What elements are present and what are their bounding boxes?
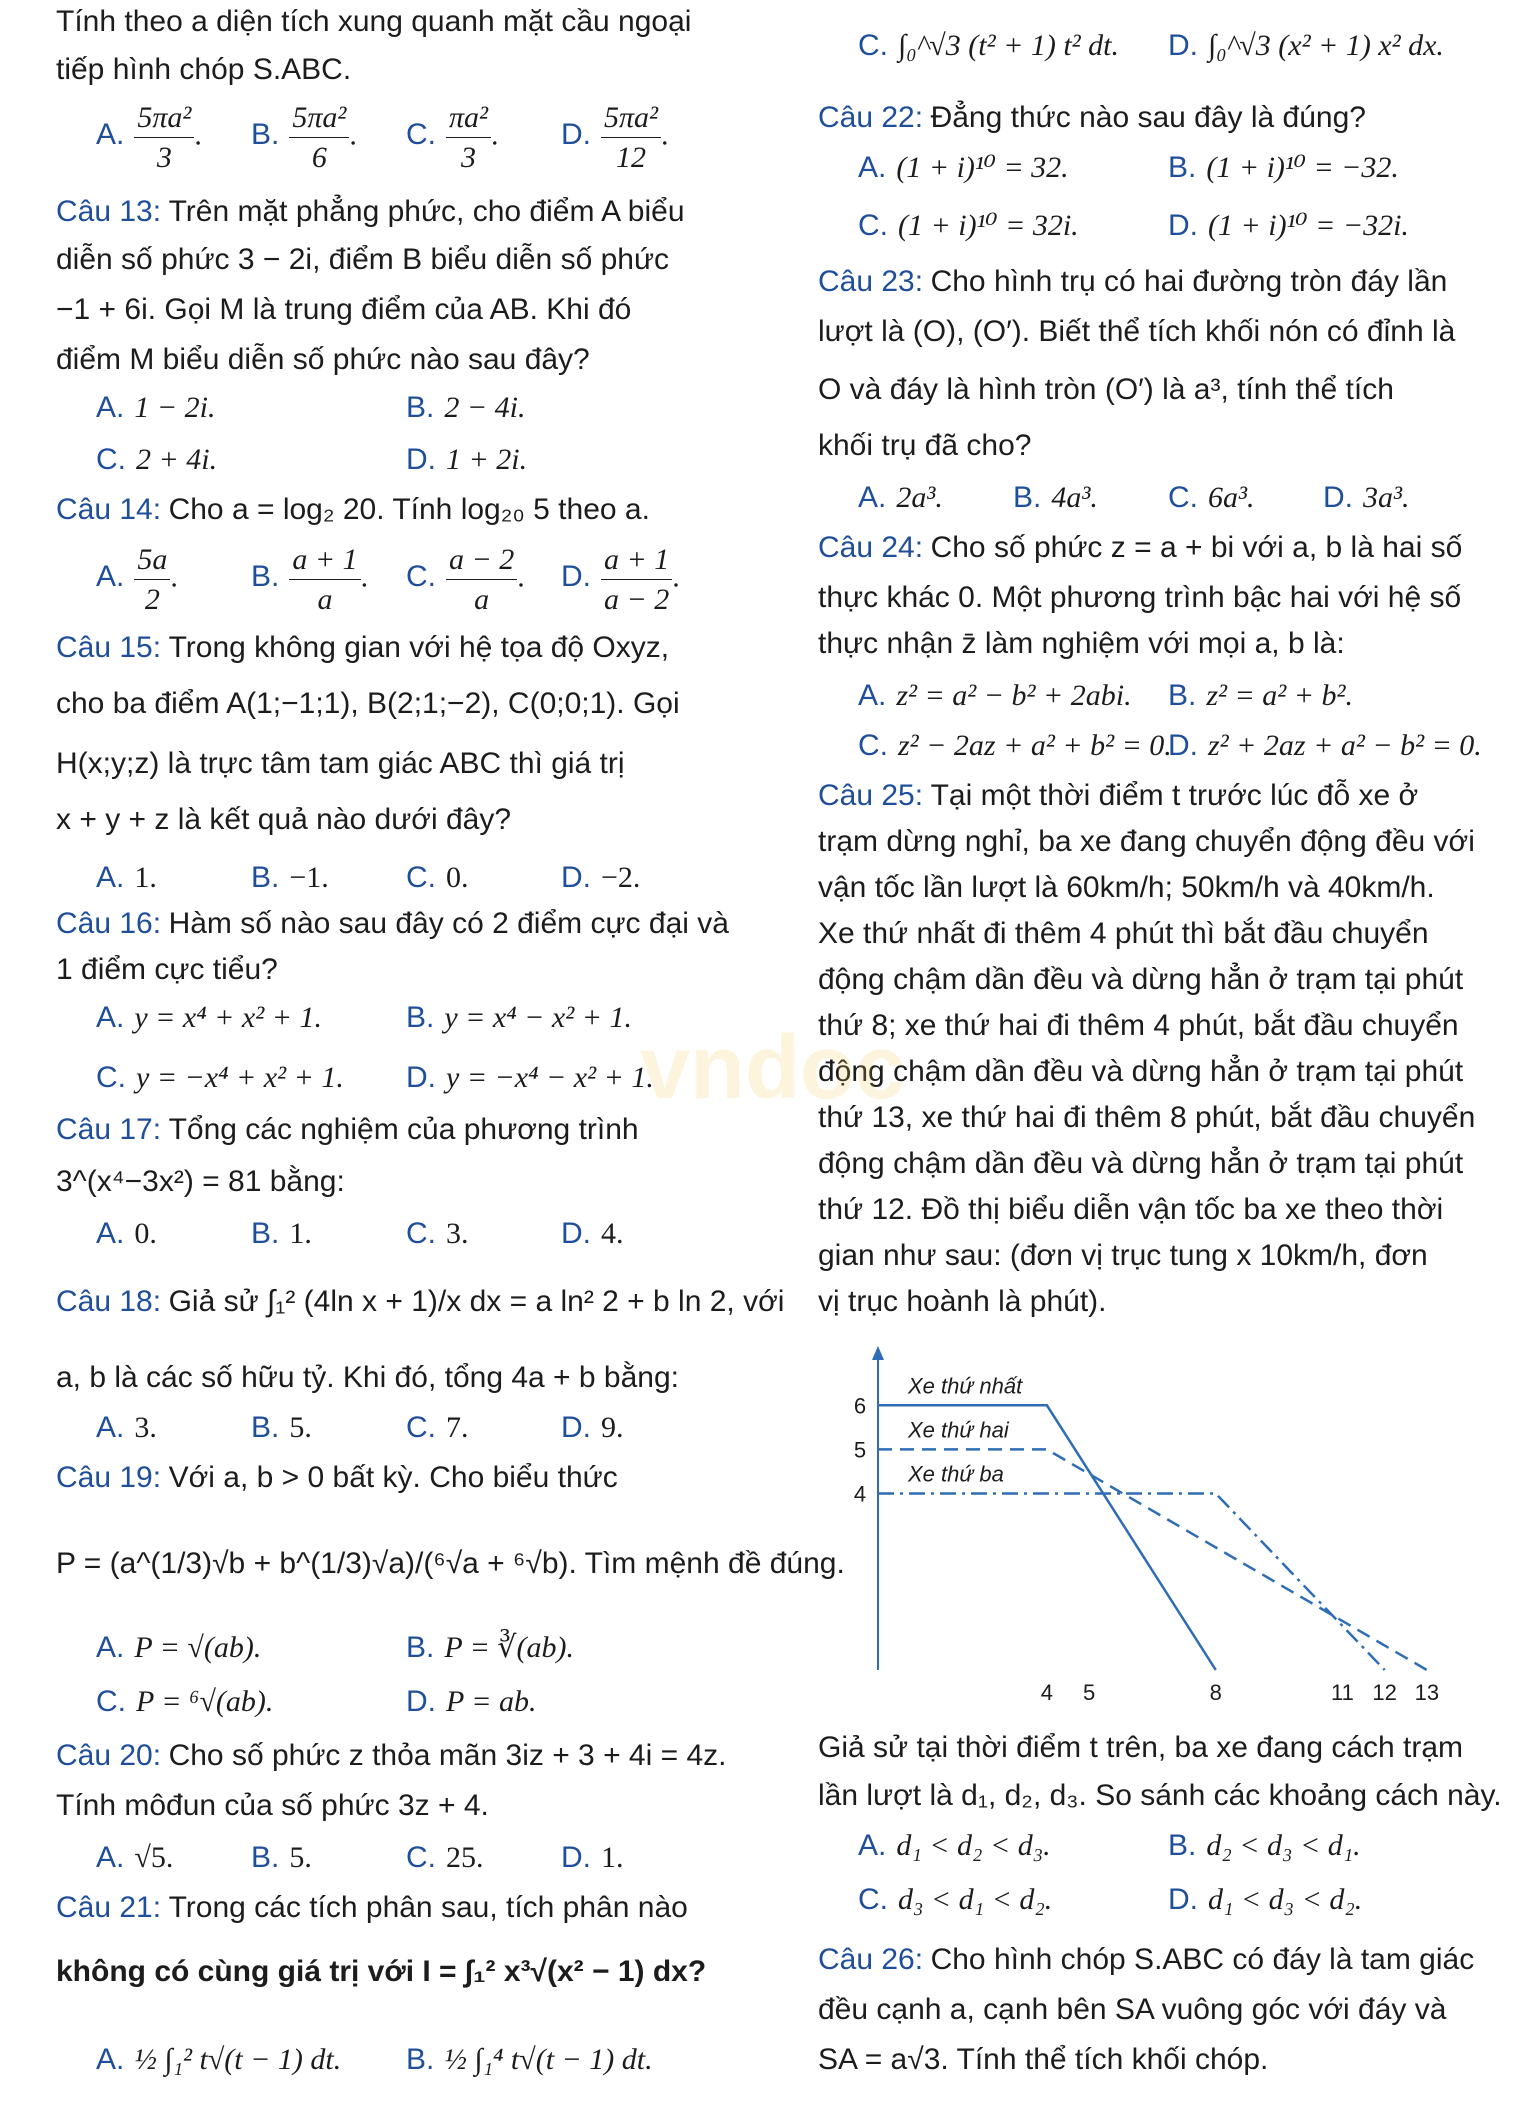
q13-line-2: diễn số phức 3 − 2i, điểm B biểu diễn số phức — [56, 243, 670, 276]
q16-heading: Câu 16: — [56, 907, 162, 940]
q19-option-b[interactable]: B. P = ∛(ab). — [406, 1631, 574, 1664]
q25-line-4: Xe thứ nhất đi thêm 4 phút thì bắt đầu chuyển — [818, 917, 1429, 950]
q25-option-a[interactable]: A. d₁ < d₂ < d₃. — [858, 1829, 1051, 1862]
q26-line-2: đều cạnh a, cạnh bên SA vuông góc với đáy và — [818, 1993, 1447, 2026]
y-tick-label: 5 — [853, 1437, 867, 1463]
q25-line-6: thứ 8; xe thứ hai đi thêm 4 phút, bắt đầu chuyển — [818, 1009, 1459, 1042]
q17-option-b[interactable]: B. 1. — [251, 1217, 312, 1250]
q15-option-b[interactable]: B. −1. — [251, 861, 329, 894]
q23-heading: Câu 23: — [818, 265, 924, 298]
q19-line-2: P = (a^(1/3)√b + b^(1/3)√a)/(⁶√a + ⁶√b). Tìm mệnh đề đúng. — [56, 1547, 845, 1580]
q13-option-a[interactable]: A. 1 − 2i. — [96, 391, 216, 424]
q23-line-3: O và đáy là hình tròn (O′) là a³, tính thể tích — [818, 373, 1394, 406]
q25-line-10: thứ 12. Đồ thị biểu diễn vận tốc ba xe theo thời — [818, 1193, 1444, 1226]
q25-line-2: trạm dừng nghỉ, ba xe đang chuyển động đều với — [818, 825, 1475, 858]
q25-line-3: vận tốc lần lượt là 60km/h; 50km/h và 40km/h. — [818, 871, 1435, 904]
q12-option-a[interactable]: A. $\frac{\text{5πa²}}{3}$ . — [96, 98, 202, 177]
q14-heading: Câu 14: — [56, 493, 162, 526]
q25-option-b[interactable]: B. d₂ < d₃ < d₁. — [1168, 1829, 1361, 1862]
q19-option-c[interactable]: C. P = ⁶√(ab). — [96, 1685, 274, 1718]
q22-option-a[interactable]: A. (1 + i)¹⁰ = 32. — [858, 151, 1069, 184]
velocity-chart — [838, 1340, 1478, 1720]
q12-option-b[interactable]: B. $\frac{\text{5πa²}}{6}$ . — [251, 98, 357, 177]
series-label-3: Xe thứ ba — [908, 1461, 1004, 1487]
q25-line-9: động chậm dần đều và dừng hẳn ở trạm tại phút — [818, 1147, 1464, 1180]
watermark-logo: vndoc — [640, 1018, 906, 1118]
q25-line-12: vị trục hoành là phút). — [818, 1285, 1107, 1318]
q20-line-2: Tính môđun của số phức 3z + 4. — [56, 1789, 489, 1822]
q24-heading: Câu 24: — [818, 531, 924, 564]
q17-option-d[interactable]: D. 4. — [561, 1217, 624, 1250]
q18-option-b[interactable]: B. 5. — [251, 1411, 312, 1444]
q24-line-1: Câu 24: Cho số phức z = a + bi với a, b là hai số — [818, 531, 1463, 564]
q20-line-1: Câu 20: Cho số phức z thỏa mãn 3iz + 3 + 4i = 4z. — [56, 1739, 727, 1772]
q14-option-c[interactable]: C. $\frac{a - 2}{a}$ . — [406, 540, 525, 619]
q12-option-c[interactable]: C. $\frac{\text{πa²}}{3}$ . — [406, 98, 499, 177]
series-label-1: Xe thứ nhất — [908, 1373, 1023, 1399]
q13-option-d[interactable]: D. 1 + 2i. — [406, 443, 528, 476]
q23-option-d[interactable]: D. 3a³. — [1323, 481, 1410, 514]
series-label-2: Xe thứ hai — [908, 1417, 1009, 1443]
q22-option-d[interactable]: D. (1 + i)¹⁰ = −32i. — [1168, 209, 1409, 242]
q25-after-line-1: Giả sử tại thời điểm t trên, ba xe đang cách trạm — [818, 1731, 1464, 1764]
q18-line-2: a, b là các số hữu tỷ. Khi đó, tổng 4a + b bằng: — [56, 1361, 679, 1394]
q24-option-b[interactable]: B. z² = a² + b². — [1168, 679, 1354, 712]
y-axis-arrow — [872, 1346, 884, 1360]
q23-option-a[interactable]: A. 2a³. — [858, 481, 943, 514]
q12-option-d[interactable]: D. $\frac{\text{5πa²}}{12}$ . — [561, 98, 669, 177]
x-tick-label: 11 — [1331, 1680, 1354, 1705]
q19-option-a[interactable]: A. P = √(ab). — [96, 1631, 262, 1664]
series-line-3 — [878, 1494, 1385, 1670]
q21-option-a[interactable]: A. ½ ∫₁² t√(t − 1) dt. — [96, 2043, 342, 2076]
q21-heading: Câu 21: — [56, 1891, 162, 1924]
q13-line-3: −1 + 6i. Gọi M là trung điểm của AB. Khi đó — [56, 293, 632, 326]
q16-line-2: 1 điểm cực tiểu? — [56, 953, 278, 986]
q14-option-d[interactable]: D. $\frac{a + 1}{a - 2}$ . — [561, 540, 680, 619]
q25-line-1: Câu 25: Tại một thời điểm t trước lúc đỗ xe ở — [818, 779, 1419, 812]
q24-option-c[interactable]: C. z² − 2az + a² + b² = 0. — [858, 729, 1172, 762]
y-tick-label: 6 — [853, 1393, 867, 1419]
q24-option-d[interactable]: D. z² + 2az + a² − b² = 0. — [1168, 729, 1482, 762]
q26-line-1: Câu 26: Cho hình chóp S.ABC có đáy là tam giác — [818, 1943, 1475, 1976]
q24-option-a[interactable]: A. z² = a² − b² + 2abi. — [858, 679, 1132, 712]
q20-option-b[interactable]: B. 5. — [251, 1841, 312, 1874]
q14-option-b[interactable]: B. $\frac{a + 1}{a}$ . — [251, 540, 368, 619]
x-tick-label: 5 — [1082, 1680, 1096, 1705]
q16-line-1: Câu 16: Hàm số nào sau đây có 2 điểm cực đại và — [56, 907, 729, 940]
q18-option-d[interactable]: D. 9. — [561, 1411, 624, 1444]
q18-heading: Câu 18: — [56, 1285, 162, 1318]
q18-option-c[interactable]: C. 7. — [406, 1411, 469, 1444]
q15-line-2: cho ba điểm A(1;−1;1), B(2;1;−2), C(0;0;1). Gọi — [56, 687, 680, 720]
q16-option-a[interactable]: A. y = x⁴ + x² + 1. — [96, 1001, 322, 1034]
q22-line-1: Câu 22: Đẳng thức nào sau đây là đúng? — [818, 101, 1366, 134]
q14-line-1: Câu 14: Cho a = log₂ 20. Tính log₂₀ 5 theo a. — [56, 493, 650, 526]
q21-line-1: Câu 21: Trong các tích phân sau, tích phân nào — [56, 1891, 688, 1924]
q22-heading: Câu 22: — [818, 101, 924, 134]
q22-option-b[interactable]: B. (1 + i)¹⁰ = −32. — [1168, 151, 1399, 184]
q23-line-2: lượt là (O), (O′). Biết thể tích khối nón có đỉnh là — [818, 315, 1456, 348]
q21-option-b[interactable]: B. ½ ∫₁⁴ t√(t − 1) dt. — [406, 2043, 653, 2076]
q17-line-1: Câu 17: Tổng các nghiệm của phương trình — [56, 1113, 639, 1146]
x-tick-label: 12 — [1372, 1680, 1397, 1705]
q21-line-2: không có cùng giá trị với I = ∫₁² x³√(x² − 1) dx? — [56, 1955, 707, 1988]
q17-option-a[interactable]: A. 0. — [96, 1217, 157, 1250]
q25-after-line-2: lần lượt là d₁, d₂, d₃. So sánh các khoảng cách này. — [818, 1779, 1502, 1812]
q23-option-c[interactable]: C. 6a³. — [1168, 481, 1255, 514]
q18-option-a[interactable]: A. 3. — [96, 1411, 157, 1444]
q23-line-1: Câu 23: Cho hình trụ có hai đường tròn đáy lần — [818, 265, 1448, 298]
q24-line-2: thực khác 0. Một phương trình bậc hai với hệ số — [818, 581, 1462, 614]
q13-option-c[interactable]: C. 2 + 4i. — [96, 443, 218, 476]
q12-line-2: tiếp hình chóp S.ABC. — [56, 53, 352, 86]
q15-line-4: x + y + z là kết quả nào dưới đây? — [56, 803, 512, 836]
y-tick-label: 4 — [853, 1481, 867, 1507]
q25-option-d[interactable]: D. d₁ < d₃ < d₂. — [1168, 1883, 1363, 1916]
q21-option-c[interactable]: C. ∫₀^√3 (t² + 1) t² dt. — [858, 29, 1119, 62]
q23-line-4: khối trụ đã cho? — [818, 429, 1032, 462]
q25-option-c[interactable]: C. d₃ < d₁ < d₂. — [858, 1883, 1053, 1916]
q20-option-d[interactable]: D. 1. — [561, 1841, 624, 1874]
q21-option-d[interactable]: D. ∫₀^√3 (x² + 1) x² dx. — [1168, 29, 1444, 62]
q14-option-a[interactable]: A. $\frac{5a}{2}$ . — [96, 540, 178, 619]
q17-line-2: 3^(x⁴−3x²) = 81 bằng: — [56, 1165, 345, 1198]
q25-line-11: gian như sau: (đơn vị trục tung x 10km/h, đơn — [818, 1239, 1428, 1272]
q26-line-3: SA = a√3. Tính thể tích khối chóp. — [818, 2043, 1269, 2076]
q15-heading: Câu 15: — [56, 631, 162, 664]
x-tick-label: 4 — [1040, 1680, 1054, 1705]
q24-line-3: thực nhận z̄ làm nghiệm với mọi a, b là: — [818, 627, 1345, 660]
x-tick-label: 13 — [1414, 1680, 1440, 1705]
q15-option-c[interactable]: C. 0. — [406, 861, 469, 894]
q15-option-d[interactable]: D. −2. — [561, 861, 641, 894]
q17-heading: Câu 17: — [56, 1113, 162, 1146]
q18-line-1: Câu 18: Giả sử ∫₁² (4ln x + 1)/x dx = a ln² 2 + b ln 2, với — [56, 1285, 785, 1318]
q13-heading: Câu 13: — [56, 195, 162, 228]
q13-option-b[interactable]: B. 2 − 4i. — [406, 391, 526, 424]
q17-option-c[interactable]: C. 3. — [406, 1217, 469, 1250]
q15-option-a[interactable]: A. 1. — [96, 861, 157, 894]
x-tick-label: 8 — [1209, 1680, 1222, 1705]
q15-line-1: Câu 15: Trong không gian với hệ tọa độ Oxyz, — [56, 631, 670, 664]
q12-line-1: Tính theo a diện tích xung quanh mặt cầu ngoại — [56, 5, 692, 38]
q13-line-1: Câu 13: Trên mặt phẳng phức, cho điểm A biểu — [56, 195, 685, 228]
q19-line-1: Câu 19: Với a, b > 0 bất kỳ. Cho biểu thức — [56, 1461, 618, 1494]
q25-heading: Câu 25: — [818, 779, 924, 812]
q13-line-4: điểm M biểu diễn số phức nào sau đây? — [56, 343, 590, 376]
q20-option-c[interactable]: C. 25. — [406, 1841, 484, 1874]
series-line-1 — [878, 1405, 1216, 1670]
q19-heading: Câu 19: — [56, 1461, 162, 1494]
q25-line-7: động chậm dần đều và dừng hẳn ở trạm tại phút — [818, 1055, 1464, 1088]
q15-line-3: H(x;y;z) là trực tâm tam giác ABC thì giá trị — [56, 747, 625, 780]
q19-option-d[interactable]: D. P = ab. — [406, 1685, 537, 1718]
q25-line-5: động chậm dần đều và dừng hẳn ở trạm tại phút — [818, 963, 1464, 996]
q16-option-d[interactable]: D. y = −x⁴ − x² + 1. — [406, 1061, 654, 1094]
q16-option-c[interactable]: C. y = −x⁴ + x² + 1. — [96, 1061, 344, 1094]
q22-option-c[interactable]: C. (1 + i)¹⁰ = 32i. — [858, 209, 1079, 242]
q20-heading: Câu 20: — [56, 1739, 162, 1772]
q26-heading: Câu 26: — [818, 1943, 924, 1976]
q23-option-b[interactable]: B. 4a³. — [1013, 481, 1098, 514]
q16-option-b[interactable]: B. y = x⁴ − x² + 1. — [406, 1001, 632, 1034]
q25-line-8: thứ 13, xe thứ hai đi thêm 8 phút, bắt đầu chuyển — [818, 1101, 1476, 1134]
q20-option-a[interactable]: A. √5. — [96, 1841, 174, 1874]
